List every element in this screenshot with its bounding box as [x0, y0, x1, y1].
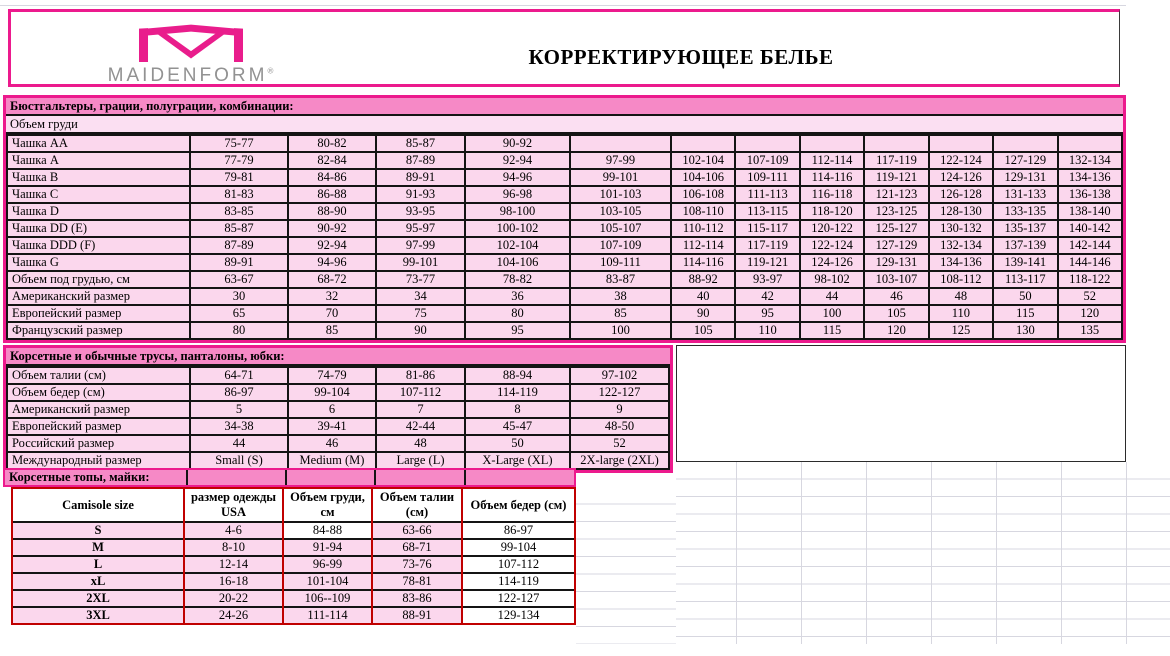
value-cell: 48: [929, 288, 993, 305]
value-cell: 85: [570, 305, 671, 322]
value-cell: 113-117: [993, 271, 1057, 288]
value-cell: 134-136: [929, 254, 993, 271]
value-cell: 110: [735, 322, 799, 339]
value-cell: 93-97: [735, 271, 799, 288]
value-cell: 89-91: [376, 169, 465, 186]
size-label-cell: 3XL: [12, 607, 184, 624]
value-cell: [993, 135, 1057, 152]
row-label-cell: Чашка A: [7, 152, 190, 169]
value-cell: 45-47: [465, 418, 570, 435]
value-cell: Large (L): [376, 452, 465, 469]
value-cell: 16-18: [184, 573, 283, 590]
value-cell: 94-96: [465, 169, 570, 186]
value-cell: 111-114: [283, 607, 372, 624]
value-cell: 95: [735, 305, 799, 322]
value-cell: 44: [190, 435, 288, 452]
briefs-table-row: [7, 384, 669, 401]
value-cell: 50: [465, 435, 570, 452]
value-cell: 89-91: [190, 254, 288, 271]
row-label-cell: Чашка C: [7, 186, 190, 203]
bras-table-row: [7, 152, 1122, 169]
band-empty-cell: [186, 470, 285, 485]
value-cell: 110-112: [671, 220, 735, 237]
bras-table-row: [7, 237, 1122, 254]
value-cell: 115: [800, 322, 864, 339]
value-cell: 81-86: [376, 367, 465, 384]
bras-table-row: [7, 305, 1122, 322]
value-cell: 99-101: [570, 169, 671, 186]
value-cell: 128-130: [929, 203, 993, 220]
value-cell: 130: [993, 322, 1057, 339]
row-label-cell: Американский размер: [7, 288, 190, 305]
page-title: КОРРЕКТИРУЮЩЕЕ БЕЛЬЕ: [528, 45, 834, 69]
value-cell: 129-134: [462, 607, 575, 624]
camisole-table-row: [12, 522, 575, 539]
value-cell: [735, 135, 799, 152]
brand-header: [8, 9, 1120, 87]
value-cell: 8: [465, 401, 570, 418]
value-cell: 119-121: [735, 254, 799, 271]
value-cell: 68-72: [288, 271, 376, 288]
value-cell: 97-99: [570, 152, 671, 169]
value-cell: 88-91: [372, 607, 462, 624]
value-cell: 105-107: [570, 220, 671, 237]
value-cell: 122-127: [570, 384, 669, 401]
value-cell: 109-111: [735, 169, 799, 186]
value-cell: 68-71: [372, 539, 462, 556]
value-cell: 70: [288, 305, 376, 322]
value-cell: 83-87: [570, 271, 671, 288]
value-cell: 80-82: [288, 135, 376, 152]
row-label-cell: Российский размер: [7, 435, 190, 452]
value-cell: 99-101: [376, 254, 465, 271]
bras-table-row: [7, 254, 1122, 271]
value-cell: 120-122: [800, 220, 864, 237]
value-cell: 77-79: [190, 152, 288, 169]
value-cell: 120: [864, 322, 928, 339]
value-cell: 52: [1058, 288, 1122, 305]
value-cell: [864, 135, 928, 152]
value-cell: 97-99: [376, 237, 465, 254]
value-cell: 115-117: [735, 220, 799, 237]
value-cell: 52: [570, 435, 669, 452]
row-label-cell: Чашка G: [7, 254, 190, 271]
value-cell: 44: [800, 288, 864, 305]
value-cell: 114-116: [800, 169, 864, 186]
value-cell: 132-134: [1058, 152, 1122, 169]
value-cell: [929, 135, 993, 152]
value-cell: 84-88: [283, 522, 372, 539]
value-cell: 138-140: [1058, 203, 1122, 220]
bras-table-row: [7, 135, 1122, 152]
value-cell: 2X-large (2XL): [570, 452, 669, 469]
camisole-table-row: [12, 539, 575, 556]
value-cell: 36: [465, 288, 570, 305]
value-cell: 120: [1058, 305, 1122, 322]
value-cell: 127-129: [993, 152, 1057, 169]
value-cell: 39-41: [288, 418, 376, 435]
value-cell: 132-134: [929, 237, 993, 254]
value-cell: 109-111: [570, 254, 671, 271]
value-cell: 135-137: [993, 220, 1057, 237]
value-cell: 124-126: [929, 169, 993, 186]
value-cell: 24-26: [184, 607, 283, 624]
camisole-size-table: [11, 487, 576, 625]
value-cell: 8-10: [184, 539, 283, 556]
value-cell: 34-38: [190, 418, 288, 435]
value-cell: 88-94: [465, 367, 570, 384]
row-label-cell: Объем талии (см): [7, 367, 190, 384]
size-label-cell: xL: [12, 573, 184, 590]
value-cell: 102-104: [465, 237, 570, 254]
value-cell: 118-120: [800, 203, 864, 220]
value-cell: 127-129: [864, 237, 928, 254]
value-cell: 130-132: [929, 220, 993, 237]
value-cell: 104-106: [671, 169, 735, 186]
value-cell: 38: [570, 288, 671, 305]
section-bras: [3, 95, 1126, 343]
value-cell: 30: [190, 288, 288, 305]
row-label-cell: Объем под грудью, см: [7, 271, 190, 288]
section-bras-subtitle: Объем груди: [6, 116, 1123, 134]
value-cell: 73-77: [376, 271, 465, 288]
empty-merged-cell: [676, 345, 1126, 462]
value-cell: 114-119: [462, 573, 575, 590]
value-cell: 5: [190, 401, 288, 418]
value-cell: 78-81: [372, 573, 462, 590]
row-label-cell: Французский размер: [7, 322, 190, 339]
column-header-cell: Camisole size: [12, 488, 184, 522]
value-cell: 117-119: [735, 237, 799, 254]
value-cell: 122-127: [462, 590, 575, 607]
value-cell: 122-124: [929, 152, 993, 169]
camisole-table-row: [12, 556, 575, 573]
value-cell: 48: [376, 435, 465, 452]
value-cell: 107-109: [735, 152, 799, 169]
value-cell: 133-135: [993, 203, 1057, 220]
value-cell: 121-123: [864, 186, 928, 203]
value-cell: 111-113: [735, 186, 799, 203]
value-cell: 79-81: [190, 169, 288, 186]
value-cell: 40: [671, 288, 735, 305]
value-cell: 81-83: [190, 186, 288, 203]
value-cell: 136-138: [1058, 186, 1122, 203]
value-cell: [570, 135, 671, 152]
value-cell: 137-139: [993, 237, 1057, 254]
value-cell: 42: [735, 288, 799, 305]
value-cell: 106--109: [283, 590, 372, 607]
size-label-cell: 2XL: [12, 590, 184, 607]
row-label-cell: Европейский размер: [7, 418, 190, 435]
value-cell: 125: [929, 322, 993, 339]
bras-table-row: [7, 322, 1122, 339]
value-cell: 113-115: [735, 203, 799, 220]
sheet-gridlines-right: [676, 462, 1170, 644]
briefs-size-table: [6, 366, 670, 470]
value-cell: 63-66: [372, 522, 462, 539]
value-cell: 73-76: [372, 556, 462, 573]
value-cell: 75-77: [190, 135, 288, 152]
value-cell: 46: [864, 288, 928, 305]
value-cell: 7: [376, 401, 465, 418]
value-cell: 87-89: [190, 237, 288, 254]
value-cell: 80: [190, 322, 288, 339]
value-cell: 88-92: [671, 271, 735, 288]
value-cell: 83-85: [190, 203, 288, 220]
section-briefs: [3, 345, 673, 473]
value-cell: 80: [465, 305, 570, 322]
value-cell: 101-104: [283, 573, 372, 590]
value-cell: 32: [288, 288, 376, 305]
value-cell: 50: [993, 288, 1057, 305]
value-cell: 42-44: [376, 418, 465, 435]
camisole-table-row: [12, 607, 575, 624]
value-cell: 126-128: [929, 186, 993, 203]
section-bras-title: Бюстгальтеры, грации, полуграции, комбинации:: [6, 98, 1123, 116]
row-label-cell: Чашка DDD (F): [7, 237, 190, 254]
brand-logo: [73, 24, 308, 86]
value-cell: 94-96: [288, 254, 376, 271]
value-cell: 142-144: [1058, 237, 1122, 254]
camisole-table-row: [12, 590, 575, 607]
value-cell: 144-146: [1058, 254, 1122, 271]
size-label-cell: S: [12, 522, 184, 539]
size-label-cell: L: [12, 556, 184, 573]
value-cell: 106-108: [671, 186, 735, 203]
band-empty-cell: [374, 470, 464, 485]
value-cell: 129-131: [993, 169, 1057, 186]
value-cell: 90: [376, 322, 465, 339]
briefs-table-row: [7, 418, 669, 435]
value-cell: X-Large (XL): [465, 452, 570, 469]
value-cell: 92-94: [288, 237, 376, 254]
sheet-gridlines-below-band: [576, 487, 676, 644]
value-cell: 9: [570, 401, 669, 418]
value-cell: 78-82: [465, 271, 570, 288]
value-cell: Small (S): [190, 452, 288, 469]
value-cell: 90-92: [288, 220, 376, 237]
value-cell: 122-124: [800, 237, 864, 254]
value-cell: 82-84: [288, 152, 376, 169]
column-header-cell: Объем талии (см): [372, 488, 462, 522]
value-cell: 96-98: [465, 186, 570, 203]
value-cell: 96-99: [283, 556, 372, 573]
value-cell: 112-114: [800, 152, 864, 169]
value-cell: 88-90: [288, 203, 376, 220]
row-label-cell: Чашка AA: [7, 135, 190, 152]
value-cell: 107-112: [462, 556, 575, 573]
value-cell: 112-114: [671, 237, 735, 254]
bras-table-row: [7, 169, 1122, 186]
section-briefs-title: Корсетные и обычные трусы, панталоны, юбки:: [6, 348, 670, 366]
camisole-table-row: [12, 573, 575, 590]
value-cell: 103-105: [570, 203, 671, 220]
briefs-table-row: [7, 452, 669, 469]
value-cell: 131-133: [993, 186, 1057, 203]
value-cell: 129-131: [864, 254, 928, 271]
value-cell: 98-102: [800, 271, 864, 288]
value-cell: 114-116: [671, 254, 735, 271]
value-cell: 34: [376, 288, 465, 305]
bras-size-table: [6, 134, 1123, 340]
value-cell: 108-112: [929, 271, 993, 288]
value-cell: 75: [376, 305, 465, 322]
value-cell: 134-136: [1058, 169, 1122, 186]
value-cell: 95-97: [376, 220, 465, 237]
briefs-table-row: [7, 367, 669, 384]
row-label-cell: Объем бедер (см): [7, 384, 190, 401]
value-cell: 92-94: [465, 152, 570, 169]
row-label-cell: Американский размер: [7, 401, 190, 418]
value-cell: 85-87: [190, 220, 288, 237]
band-empty-cell: [464, 470, 574, 485]
value-cell: 86-97: [190, 384, 288, 401]
value-cell: 105: [671, 322, 735, 339]
value-cell: 93-95: [376, 203, 465, 220]
value-cell: 90: [671, 305, 735, 322]
value-cell: 99-104: [288, 384, 376, 401]
value-cell: 74-79: [288, 367, 376, 384]
briefs-table-row: [7, 401, 669, 418]
row-label-cell: Чашка B: [7, 169, 190, 186]
briefs-table-row: [7, 435, 669, 452]
value-cell: 6: [288, 401, 376, 418]
bras-table-row: [7, 271, 1122, 288]
value-cell: 86-88: [288, 186, 376, 203]
brand-name: MAIDENFORM®: [107, 65, 274, 86]
value-cell: 116-118: [800, 186, 864, 203]
value-cell: 90-92: [465, 135, 570, 152]
value-cell: 98-100: [465, 203, 570, 220]
value-cell: [800, 135, 864, 152]
value-cell: 123-125: [864, 203, 928, 220]
value-cell: 85: [288, 322, 376, 339]
section-tops-title-band: [3, 468, 576, 487]
value-cell: 100-102: [465, 220, 570, 237]
bras-table-row: [7, 288, 1122, 305]
row-label-cell: Чашка D: [7, 203, 190, 220]
value-cell: 124-126: [800, 254, 864, 271]
value-cell: 114-119: [465, 384, 570, 401]
section-tops-title: Корсетные топы, майки:: [9, 470, 150, 484]
bras-table-row: [7, 186, 1122, 203]
value-cell: 139-141: [993, 254, 1057, 271]
column-header-cell: Объем бедер (см): [462, 488, 575, 522]
value-cell: 65: [190, 305, 288, 322]
value-cell: 103-107: [864, 271, 928, 288]
sheet-gridline-top: [0, 5, 1126, 6]
row-label-cell: Чашка DD (E): [7, 220, 190, 237]
value-cell: 20-22: [184, 590, 283, 607]
value-cell: 118-122: [1058, 271, 1122, 288]
value-cell: 12-14: [184, 556, 283, 573]
value-cell: 91-94: [283, 539, 372, 556]
value-cell: 4-6: [184, 522, 283, 539]
value-cell: 108-110: [671, 203, 735, 220]
bras-table-row: [7, 203, 1122, 220]
column-header-cell: размер одежды USA: [184, 488, 283, 522]
value-cell: 107-109: [570, 237, 671, 254]
value-cell: 63-67: [190, 271, 288, 288]
column-header-cell: Объем груди, см: [283, 488, 372, 522]
value-cell: 110: [929, 305, 993, 322]
value-cell: 117-119: [864, 152, 928, 169]
value-cell: 87-89: [376, 152, 465, 169]
value-cell: 104-106: [465, 254, 570, 271]
value-cell: 84-86: [288, 169, 376, 186]
value-cell: [1058, 135, 1122, 152]
registered-mark: ®: [267, 66, 274, 76]
value-cell: Medium (M): [288, 452, 376, 469]
value-cell: 99-104: [462, 539, 575, 556]
value-cell: 115: [993, 305, 1057, 322]
row-label-cell: Европейский размер: [7, 305, 190, 322]
value-cell: 101-103: [570, 186, 671, 203]
value-cell: 97-102: [570, 367, 669, 384]
value-cell: 140-142: [1058, 220, 1122, 237]
value-cell: 95: [465, 322, 570, 339]
maidenform-m-icon: [139, 24, 243, 62]
value-cell: 83-86: [372, 590, 462, 607]
value-cell: 102-104: [671, 152, 735, 169]
camisole-header-row: [12, 488, 575, 522]
value-cell: 64-71: [190, 367, 288, 384]
value-cell: 86-97: [462, 522, 575, 539]
size-label-cell: M: [12, 539, 184, 556]
value-cell: 46: [288, 435, 376, 452]
value-cell: [671, 135, 735, 152]
row-label-cell: Международный размер: [7, 452, 190, 469]
band-empty-cell: [285, 470, 374, 485]
value-cell: 135: [1058, 322, 1122, 339]
value-cell: 91-93: [376, 186, 465, 203]
value-cell: 100: [570, 322, 671, 339]
value-cell: 105: [864, 305, 928, 322]
value-cell: 107-112: [376, 384, 465, 401]
bras-table-row: [7, 220, 1122, 237]
value-cell: 48-50: [570, 418, 669, 435]
value-cell: 119-121: [864, 169, 928, 186]
value-cell: 125-127: [864, 220, 928, 237]
value-cell: 85-87: [376, 135, 465, 152]
value-cell: 100: [800, 305, 864, 322]
